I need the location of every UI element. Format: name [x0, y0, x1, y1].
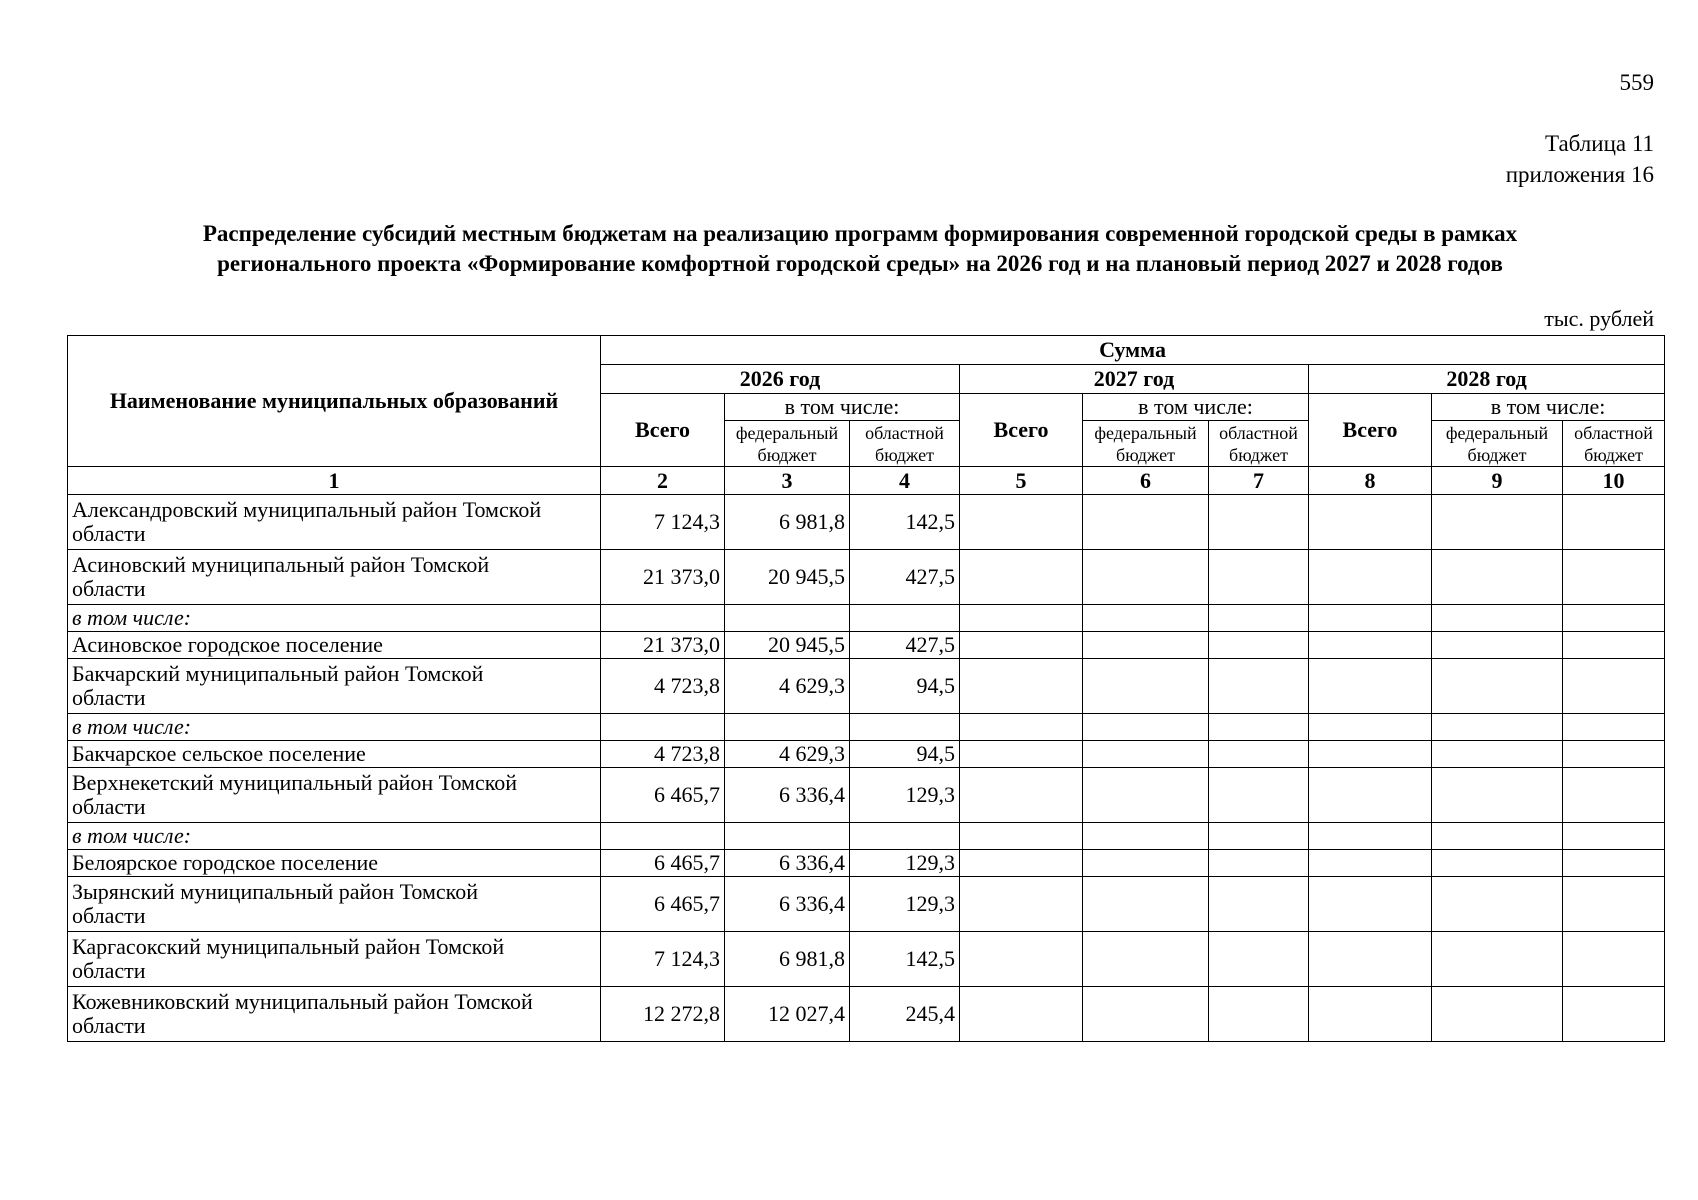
document-title	[60, 219, 1660, 279]
total-2027-cell	[960, 714, 1083, 741]
federal-2027-cell	[1083, 850, 1209, 877]
federal-2026-cell: 12 027,4	[725, 987, 850, 1042]
regional-2027-cell	[1209, 550, 1309, 605]
regional-2027-cell	[1209, 714, 1309, 741]
total-2027-cell	[960, 550, 1083, 605]
municipality-name: Зырянский муниципальный район Томской области	[68, 877, 601, 932]
table-body	[68, 495, 1665, 1042]
header-year-2027: 2027 год	[960, 365, 1309, 394]
header-sum: Сумма	[601, 336, 1665, 365]
municipality-name: Асиновский муниципальный район Томской области	[68, 550, 601, 605]
total-2026-cell: 6 465,7	[601, 768, 725, 823]
municipality-name: в том числе:	[68, 823, 601, 850]
regional-2028-cell	[1563, 877, 1665, 932]
federal-2026-cell: 4 629,3	[725, 659, 850, 714]
header-year-2028: 2028 год	[1309, 365, 1665, 394]
regional-2026-cell: 129,3	[850, 877, 960, 932]
total-2028-cell	[1309, 987, 1432, 1042]
federal-2027-cell	[1083, 495, 1209, 550]
total-2028-cell	[1309, 768, 1432, 823]
federal-2028-cell	[1432, 987, 1563, 1042]
total-2026-cell: 7 124,3	[601, 495, 725, 550]
column-number: 10	[1563, 467, 1665, 495]
regional-2026-cell: 142,5	[850, 495, 960, 550]
municipality-name: Бакчарское сельское поселение	[68, 741, 601, 768]
table-row	[68, 987, 1665, 1042]
regional-2027-cell	[1209, 987, 1309, 1042]
units-label: тыс. рублей	[1544, 306, 1654, 331]
regional-2026-cell: 245,4	[850, 987, 960, 1042]
table-row	[68, 632, 1665, 659]
table-row	[68, 877, 1665, 932]
header-federal-2028: федеральный бюджет	[1432, 421, 1563, 467]
total-2026-cell: 4 723,8	[601, 741, 725, 768]
total-2028-cell	[1309, 632, 1432, 659]
regional-2027-cell	[1209, 605, 1309, 632]
federal-2026-cell: 20 945,5	[725, 550, 850, 605]
federal-2027-cell	[1083, 932, 1209, 987]
total-2026-cell: 12 272,8	[601, 987, 725, 1042]
total-2026-cell	[601, 823, 725, 850]
municipality-name: Верхнекетский муниципальный район Томской области	[68, 768, 601, 823]
total-2027-cell	[960, 850, 1083, 877]
federal-2026-cell: 4 629,3	[725, 741, 850, 768]
federal-2027-cell	[1083, 741, 1209, 768]
total-2027-cell	[960, 495, 1083, 550]
regional-2026-cell: 142,5	[850, 932, 960, 987]
total-2028-cell	[1309, 932, 1432, 987]
federal-2026-cell: 6 336,4	[725, 850, 850, 877]
federal-2028-cell	[1432, 495, 1563, 550]
regional-2028-cell	[1563, 550, 1665, 605]
federal-2026-cell: 6 336,4	[725, 877, 850, 932]
column-number: 5	[960, 467, 1083, 495]
total-2027-cell	[960, 741, 1083, 768]
regional-2028-cell	[1563, 932, 1665, 987]
page-number: 559	[1619, 70, 1654, 95]
total-2026-cell: 21 373,0	[601, 632, 725, 659]
regional-2027-cell	[1209, 932, 1309, 987]
total-2027-cell	[960, 823, 1083, 850]
regional-2028-cell	[1563, 987, 1665, 1042]
table-row	[68, 768, 1665, 823]
regional-2026-cell: 427,5	[850, 550, 960, 605]
total-2028-cell	[1309, 605, 1432, 632]
subsidy-table	[67, 335, 1665, 1042]
column-number: 1	[68, 467, 601, 495]
regional-2028-cell	[1563, 823, 1665, 850]
header-year-2026: 2026 год	[601, 365, 960, 394]
regional-2026-cell: 94,5	[850, 659, 960, 714]
municipality-name: в том числе:	[68, 714, 601, 741]
total-2028-cell	[1309, 550, 1432, 605]
federal-2027-cell	[1083, 823, 1209, 850]
federal-2027-cell	[1083, 714, 1209, 741]
regional-2028-cell	[1563, 659, 1665, 714]
federal-2026-cell	[725, 823, 850, 850]
table-reference-line2: приложения 16	[1505, 162, 1654, 187]
total-2026-cell: 4 723,8	[601, 659, 725, 714]
federal-2028-cell	[1432, 932, 1563, 987]
federal-2027-cell	[1083, 659, 1209, 714]
header-federal-2026: федеральный бюджет	[725, 421, 850, 467]
regional-2027-cell	[1209, 741, 1309, 768]
federal-2028-cell	[1432, 823, 1563, 850]
header-regional-2028: областной бюджет	[1563, 421, 1665, 467]
total-2027-cell	[960, 987, 1083, 1042]
total-2028-cell	[1309, 741, 1432, 768]
federal-2026-cell	[725, 714, 850, 741]
column-number: 8	[1309, 467, 1432, 495]
total-2028-cell	[1309, 850, 1432, 877]
federal-2028-cell	[1432, 632, 1563, 659]
title-line1: Распределение субсидий местным бюджетам на реализацию программ формирования современной городской среды в рамках	[202, 221, 1518, 246]
total-2028-cell	[1309, 714, 1432, 741]
header-total-2028: Всего	[1309, 394, 1432, 467]
municipality-name: Каргасокский муниципальный район Томской области	[68, 932, 601, 987]
federal-2026-cell: 20 945,5	[725, 632, 850, 659]
total-2026-cell	[601, 605, 725, 632]
table-reference	[1506, 128, 1654, 190]
total-2026-cell: 6 465,7	[601, 877, 725, 932]
total-2028-cell	[1309, 877, 1432, 932]
federal-2027-cell	[1083, 987, 1209, 1042]
federal-2027-cell	[1083, 550, 1209, 605]
federal-2026-cell: 6 981,8	[725, 932, 850, 987]
municipality-name: Александровский муниципальный район Томской области	[68, 495, 601, 550]
header-total-2027: Всего	[960, 394, 1083, 467]
regional-2026-cell: 129,3	[850, 850, 960, 877]
federal-2026-cell: 6 336,4	[725, 768, 850, 823]
federal-2027-cell	[1083, 632, 1209, 659]
federal-2028-cell	[1432, 659, 1563, 714]
column-number: 3	[725, 467, 850, 495]
federal-2027-cell	[1083, 768, 1209, 823]
total-2028-cell	[1309, 823, 1432, 850]
table-header	[68, 336, 1665, 495]
federal-2028-cell	[1432, 768, 1563, 823]
federal-2027-cell	[1083, 877, 1209, 932]
federal-2027-cell	[1083, 605, 1209, 632]
title-line2: регионального проекта «Формирование комфортной городской среды» на 2026 год и на плановый период 2027 и 2028 годов	[217, 251, 1503, 276]
regional-2027-cell	[1209, 495, 1309, 550]
total-2027-cell	[960, 932, 1083, 987]
federal-2028-cell	[1432, 714, 1563, 741]
table-row	[68, 659, 1665, 714]
total-2026-cell	[601, 714, 725, 741]
total-2026-cell: 6 465,7	[601, 850, 725, 877]
total-2027-cell	[960, 605, 1083, 632]
municipality-name: Асиновское городское поселение	[68, 632, 601, 659]
regional-2027-cell	[1209, 768, 1309, 823]
table-row	[68, 932, 1665, 987]
header-name-column: Наименование муниципальных образований	[68, 336, 601, 467]
total-2026-cell: 21 373,0	[601, 550, 725, 605]
table-row	[68, 823, 1665, 850]
total-2028-cell	[1309, 495, 1432, 550]
federal-2028-cell	[1432, 550, 1563, 605]
federal-2026-cell	[725, 605, 850, 632]
regional-2026-cell: 129,3	[850, 768, 960, 823]
regional-2026-cell	[850, 714, 960, 741]
federal-2028-cell	[1432, 877, 1563, 932]
table-row	[68, 741, 1665, 768]
table-row	[68, 850, 1665, 877]
regional-2027-cell	[1209, 659, 1309, 714]
municipality-name: Белоярское городское поселение	[68, 850, 601, 877]
regional-2028-cell	[1563, 605, 1665, 632]
table-row	[68, 714, 1665, 741]
municipality-name: Кожевниковский муниципальный район Томской области	[68, 987, 601, 1042]
regional-2026-cell: 94,5	[850, 741, 960, 768]
federal-2028-cell	[1432, 850, 1563, 877]
table-row	[68, 605, 1665, 632]
regional-2027-cell	[1209, 632, 1309, 659]
total-2027-cell	[960, 877, 1083, 932]
column-number: 7	[1209, 467, 1309, 495]
regional-2028-cell	[1563, 495, 1665, 550]
header-including-2026: в том числе:	[725, 394, 960, 421]
total-2027-cell	[960, 632, 1083, 659]
regional-2026-cell: 427,5	[850, 632, 960, 659]
total-2026-cell: 7 124,3	[601, 932, 725, 987]
federal-2028-cell	[1432, 605, 1563, 632]
table-row	[68, 550, 1665, 605]
column-number: 2	[601, 467, 725, 495]
column-number: 6	[1083, 467, 1209, 495]
regional-2028-cell	[1563, 850, 1665, 877]
regional-2028-cell	[1563, 714, 1665, 741]
regional-2027-cell	[1209, 850, 1309, 877]
column-number: 4	[850, 467, 960, 495]
regional-2027-cell	[1209, 823, 1309, 850]
regional-2028-cell	[1563, 632, 1665, 659]
header-regional-2026: областной бюджет	[850, 421, 960, 467]
municipality-name: Бакчарский муниципальный район Томской области	[68, 659, 601, 714]
table-reference-line1: Таблица 11	[1544, 131, 1654, 156]
federal-2028-cell	[1432, 741, 1563, 768]
total-2027-cell	[960, 768, 1083, 823]
header-including-2027: в том числе:	[1083, 394, 1309, 421]
header-including-2028: в том числе:	[1432, 394, 1665, 421]
regional-2028-cell	[1563, 768, 1665, 823]
header-total-2026: Всего	[601, 394, 725, 467]
column-number-row	[68, 467, 1665, 495]
total-2028-cell	[1309, 659, 1432, 714]
municipality-name: в том числе:	[68, 605, 601, 632]
header-federal-2027: федеральный бюджет	[1083, 421, 1209, 467]
regional-2026-cell	[850, 605, 960, 632]
column-number: 9	[1432, 467, 1563, 495]
regional-2027-cell	[1209, 877, 1309, 932]
regional-2028-cell	[1563, 741, 1665, 768]
total-2027-cell	[960, 659, 1083, 714]
header-regional-2027: областной бюджет	[1209, 421, 1309, 467]
federal-2026-cell: 6 981,8	[725, 495, 850, 550]
regional-2026-cell	[850, 823, 960, 850]
table-row	[68, 495, 1665, 550]
